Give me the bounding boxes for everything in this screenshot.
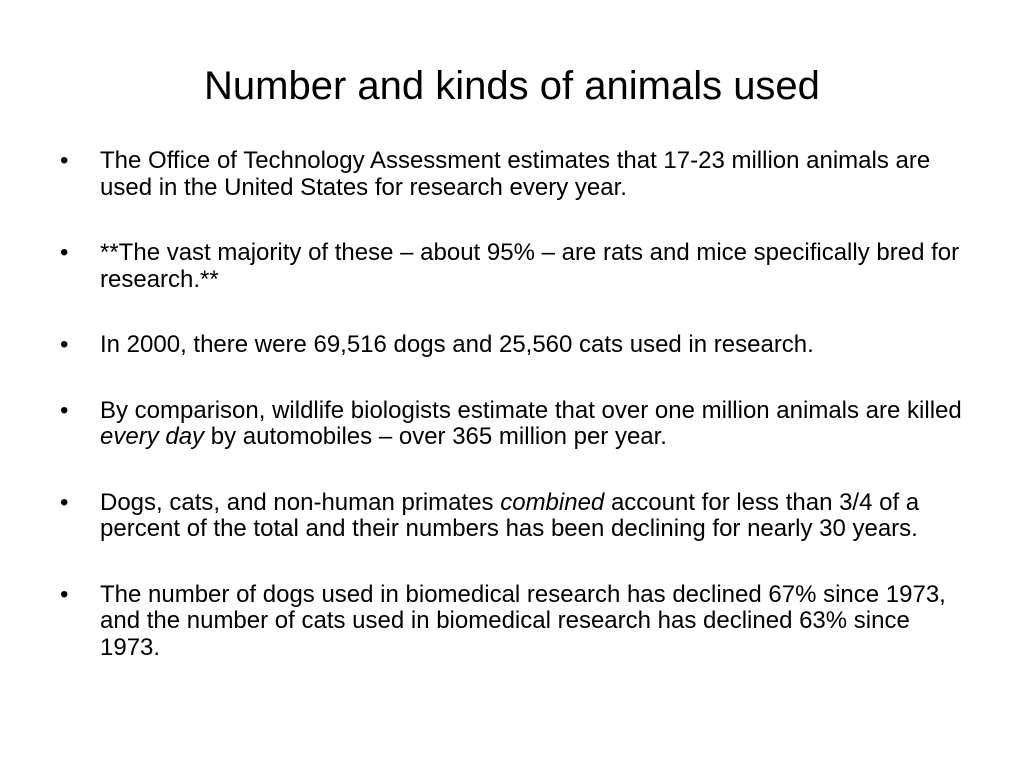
bullet-item [60,240,970,293]
bullet-text: account for less than 3/4 of a percent of the total and their numbers has been declining for nearly 30 years. [100,488,920,542]
bullet-emphasis: combined [500,488,605,516]
bullet-marker: • [60,488,69,516]
bullet-text: In 2000, there were 69,516 dogs and 25,560 cats used in research. [100,331,814,358]
bullet-marker: • [60,580,69,608]
bullet-list [60,148,970,661]
bullet-marker: • [60,396,69,424]
bullet-text: By comparison, wildlife biologists estimate that over one million animals are killed [100,396,962,424]
bullet-item [60,332,970,359]
bullet-text: **The vast majority of these – about 95% – are rats and mice specifically bred for research.** [100,239,960,293]
bullet-item [60,582,970,662]
bullet-text: The Office of Technology Assessment estimates that 17-23 million animals are used in the United States for research every year. [100,147,931,201]
bullet-emphasis: every day [100,423,205,450]
bullet-text: by automobiles – over 365 million per year. [204,423,667,450]
bullet-marker: • [60,239,69,266]
bullet-item [60,148,970,201]
slide-title: Number and kinds of animals used [204,64,820,108]
bullet-item [60,398,970,451]
bullet-marker: • [60,331,69,358]
bullet-item [60,490,970,543]
bullet-text: Dogs, cats, and non-human primates [100,488,501,516]
bullet-text: The number of dogs used in biomedical research has declined 67% since 1973, and the number of cats used in biomedical research has declined 63% since 1973. [100,580,946,661]
bullet-marker: • [60,147,69,174]
